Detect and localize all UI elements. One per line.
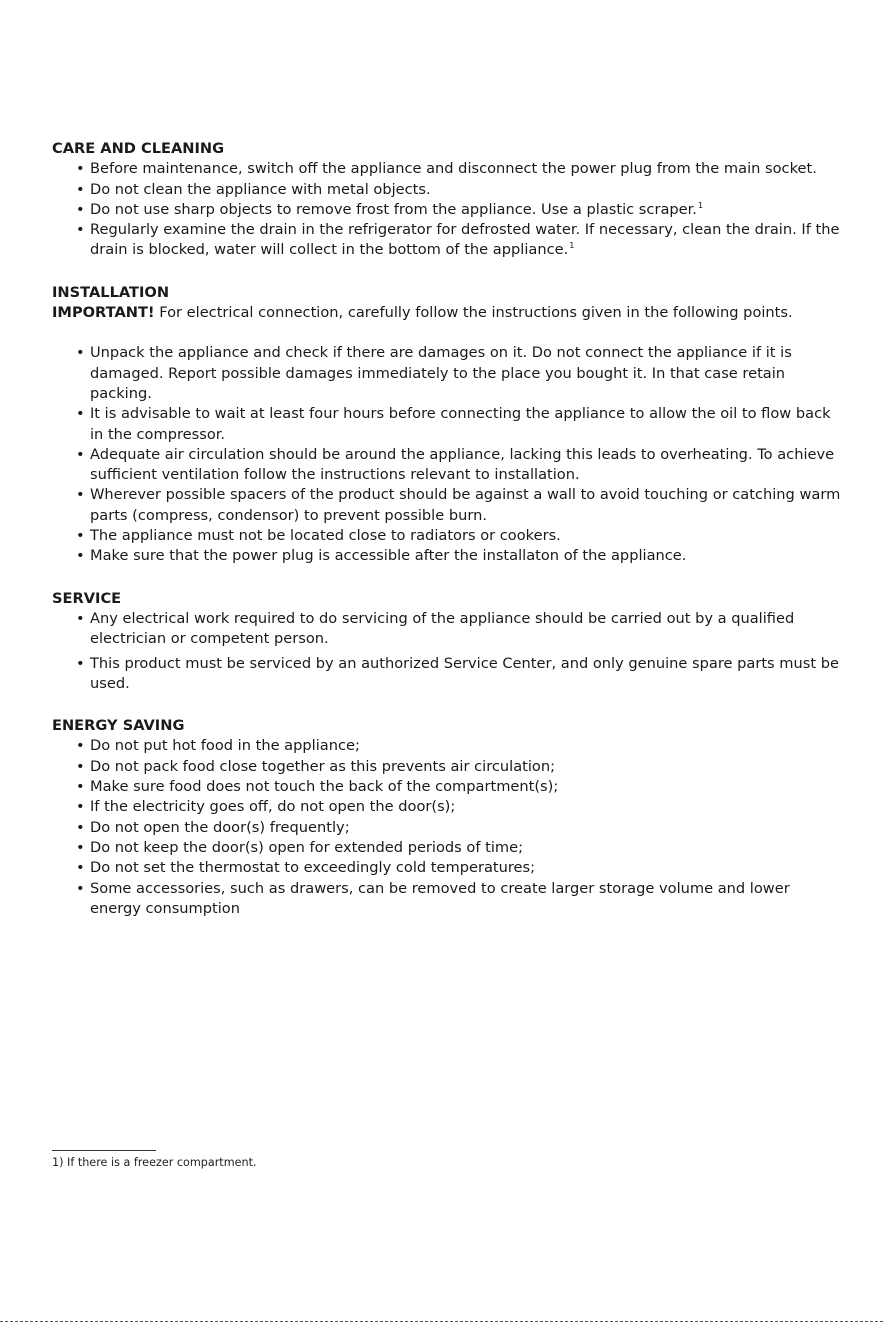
service-list (52, 609, 842, 694)
list-item-text: This product must be serviced by an authorized Service Center, and only genuine spare parts must be used. (90, 654, 839, 692)
page-bottom-border (0, 1321, 883, 1322)
list-item (90, 180, 842, 200)
list-item-text: Before maintenance, switch off the appliance and disconnect the power plug from the main socket. (90, 160, 817, 178)
list-item (90, 445, 842, 486)
footnote-reference: 1 (697, 200, 704, 210)
list-item-text: Make sure that the power plug is accessible after the installaton of the appliance. (90, 547, 687, 565)
important-label: IMPORTANT! (52, 304, 155, 322)
list-item (90, 838, 842, 858)
list-item (90, 404, 842, 445)
list-item (90, 777, 842, 797)
footnote-reference: 1 (569, 241, 575, 251)
list-item (90, 609, 842, 650)
list-item (90, 757, 842, 777)
list-item-text: Do not use sharp objects to remove frost from the appliance. Use a plastic scraper. (90, 200, 697, 218)
section-title-care: CARE AND CLEANING (52, 140, 225, 157)
list-item-text: Do not keep the door(s) open for extended periods of time; (90, 838, 524, 856)
list-item-text: Wherever possible spacers of the product should be against a wall to avoid touching or catching warm parts (compress, condensor) to prevent possible burn. (90, 486, 841, 524)
list-item (90, 220, 842, 261)
list-item (90, 858, 842, 878)
important-text: For electrical connection, carefully follow the instructions given in the following points. (154, 304, 793, 322)
list-item (90, 526, 842, 546)
list-item-text: Some accessories, such as drawers, can be removed to create larger storage volume and lower energy consumption (90, 879, 790, 917)
list-item-text: Any electrical work required to do servicing of the appliance should be carried out by a qualified electrician or competent person. (90, 609, 795, 648)
installation-list (52, 343, 842, 566)
list-item (90, 159, 842, 179)
list-item (90, 818, 842, 838)
important-note (52, 303, 842, 323)
section-title-energy: ENERGY SAVING (52, 717, 185, 735)
list-item-text: Regularly examine the drain in the refrigerator for defrosted water. If necessary, clean the drain. If the drain is blocked, water will collect in the bottom of the appliance. (90, 221, 840, 259)
list-item-text: The appliance must not be located close to radiators or cookers. (90, 527, 561, 545)
list-item (90, 797, 842, 817)
document-body (52, 139, 842, 919)
list-item-text: If the electricity goes off, do not open the door(s); (90, 798, 456, 816)
list-item (90, 485, 842, 526)
care-list (52, 159, 842, 260)
list-item-text: Unpack the appliance and check if there are damages on it. Do not connect the appliance if it is damaged. Report possible damages immediately to the place you bought it. In that case retain packing. (90, 344, 792, 402)
list-item-text: Do not put hot food in the appliance; (90, 737, 360, 755)
list-item-text: Do not set the thermostat to exceedingly cold temperatures; (90, 859, 536, 877)
list-item-text: Do not open the door(s) frequently; (90, 818, 350, 836)
list-item (90, 736, 842, 756)
list-item-text: Do not clean the appliance with metal objects. (90, 180, 431, 198)
list-item (90, 546, 842, 566)
list-item-text: Adequate air circulation should be around the appliance, lacking this leads to overheating. To achieve sufficient ventilation follow the instructions relevant to installation. (90, 445, 835, 484)
list-item (90, 654, 842, 695)
list-item (90, 879, 842, 920)
list-item (90, 200, 842, 220)
footnote-divider (52, 1150, 156, 1151)
list-item-text: It is advisable to wait at least four hours before connecting the appliance to allow the oil to flow back in the compressor. (90, 405, 831, 443)
section-title-service: SERVICE (52, 589, 122, 607)
list-item (90, 343, 842, 404)
footnote: 1) If there is a freezer compartment. (52, 1156, 257, 1169)
list-item-text: Make sure food does not touch the back of the compartment(s); (90, 778, 559, 796)
section-title-installation: INSTALLATION (52, 283, 170, 301)
energy-list (52, 736, 842, 919)
list-item-text: Do not pack food close together as this prevents air circulation; (90, 757, 556, 775)
